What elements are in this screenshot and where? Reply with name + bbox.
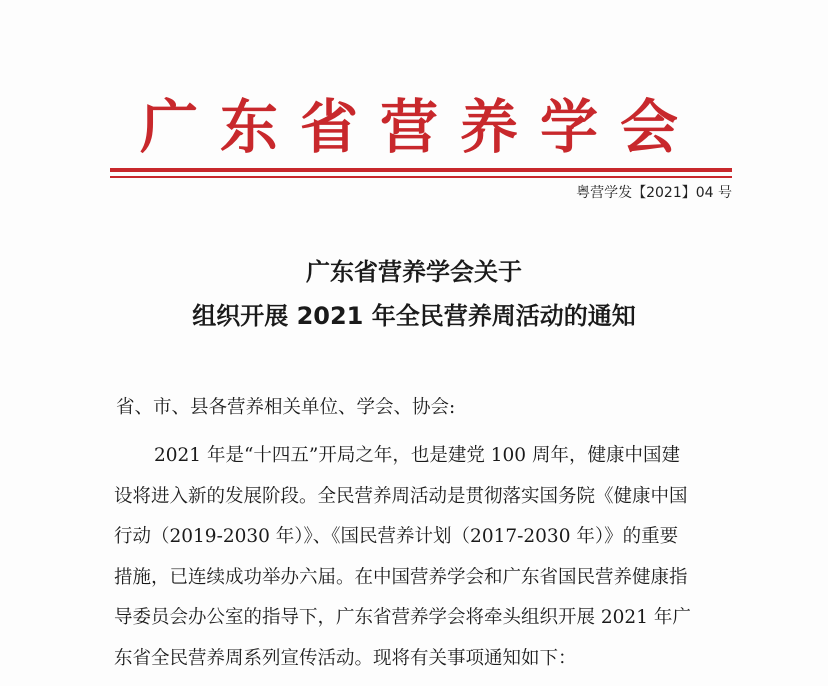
body-line: 设将进入新的发展阶段。全民营养周活动是贯彻落实国务院《健康中国 (114, 485, 688, 507)
letterhead-organization-name: 广东省营养学会 (139, 93, 700, 161)
body-line: 行动（2019-2030 年）》、《国民营养计划（2017-2030 年）》的重要 (114, 526, 679, 547)
body-line: 导委员会办公室的指导下，广东省营养学会将牵头组织开展 2021 年广 (114, 607, 691, 628)
salutation: 省、市、县各营养相关单位、学会、协会: (116, 397, 456, 418)
letterhead-rule-thick (110, 168, 732, 172)
body-paragraph (114, 436, 732, 679)
document-title-line-2: 组织开展 2021 年全民营养周活动的通知 (192, 302, 636, 330)
body-line: 措施，已连续成功举办六届。在中国营养学会和广东省国民营养健康指 (114, 566, 688, 588)
document-title-line-1: 广东省营养学会关于 (306, 258, 522, 286)
body-line: 东省全民营养周系列宣传活动。现将有关事项通知如下： (114, 647, 577, 669)
document-number: 粤营学发【2021】04 号 (576, 185, 732, 201)
letterhead-rule-thin (110, 176, 732, 178)
body-line: 2021 年是“十四五”开局之年，也是建党 100 周年，健康中国建 (154, 445, 680, 466)
